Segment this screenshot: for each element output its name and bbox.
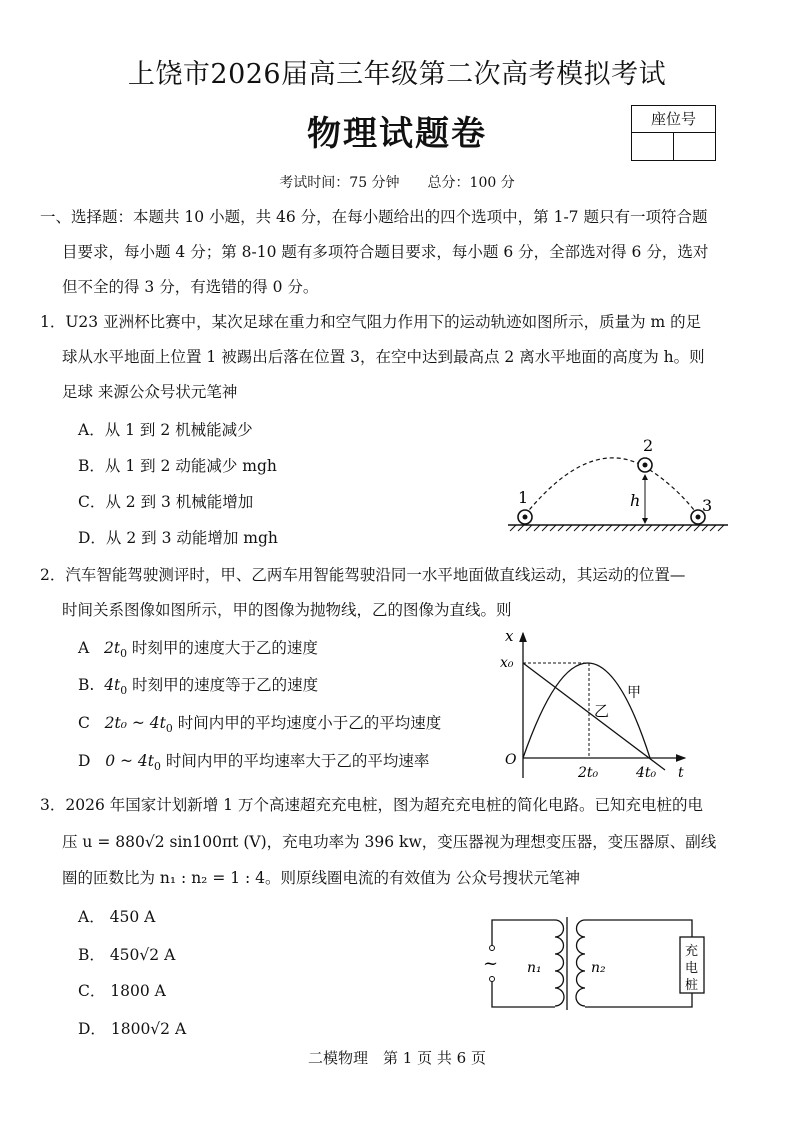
seat-number-box <box>631 105 716 161</box>
n1-label: n₁ <box>527 960 542 976</box>
position-label-3: 3 <box>702 496 713 515</box>
y-tick-x0: x₀ <box>500 655 514 671</box>
section-instructions-line: 目要求，每小题 4 分；第 8-10 题有多项符合题目要求，每小题 6 分，全部选对得 6 分，选对 <box>62 243 709 261</box>
section-instructions-line: 一、选择题：本题共 10 小题，共 46 分，在每小题给出的四个选项中，第 1-7 题只有一项符合题 <box>40 208 708 226</box>
secondary-coil <box>576 920 585 1006</box>
n2-label: n₂ <box>591 960 606 976</box>
ground-hatching <box>510 525 724 531</box>
seat-cell-2[interactable] <box>674 133 715 161</box>
position-label-2: 2 <box>643 436 654 455</box>
load-label-char: 电 <box>685 961 699 976</box>
question-1-option-c[interactable]: C．从 2 到 3 机械能增加 <box>78 493 254 511</box>
question-1-option-a[interactable]: A．从 1 到 2 机械能减少 <box>78 421 253 439</box>
height-label: h <box>630 491 641 510</box>
question-2-stem: 时间关系图像如图所示，甲的图像为抛物线，乙的图像为直线。则 <box>62 601 512 619</box>
section-instructions-line: 但不全的得 3 分，有选错的得 0 分。 <box>62 278 319 296</box>
question-2-option-d[interactable]: D 0 ~ $4t_0$ 时间内甲的平均速率大于乙的平均速率 <box>78 752 430 774</box>
ac-source-icon: ~ <box>483 953 499 974</box>
secondary-wire-top <box>585 920 692 937</box>
x-tick-4t0: 4t₀ <box>636 765 657 781</box>
load-label-char: 充 <box>685 944 699 959</box>
trajectory-path <box>525 458 698 515</box>
question-3-stem: 3．2026 年国家计划新增 1 万个高速超充充电桩，图为超充充电桩的简化电路。已知充电桩的电 <box>40 796 703 814</box>
question-3-stem: 压 u = 880√2 sin100πt (V)，充电功率为 396 kw，变压器视为理想变压器，变压器原、副线 <box>62 833 717 851</box>
x-axis-label: t <box>678 765 684 781</box>
position-label-1: 1 <box>518 488 529 507</box>
position-time-graph <box>490 625 690 785</box>
load-label-char: 桩 <box>685 978 699 993</box>
exam-info: 考试时间：75 分钟 总分：100 分 <box>279 175 515 191</box>
transformer-circuit-figure <box>475 905 720 1020</box>
y-axis-label: x <box>505 627 514 645</box>
secondary-wire-bottom <box>585 993 692 1007</box>
primary-coil <box>555 920 564 1006</box>
question-3-option-d[interactable]: D． 1800√2 A <box>78 1020 187 1038</box>
question-2-stem: 2．汽车智能驾驶测评时，甲、乙两车用智能驾驶沿同一水平地面做直线运动，其运动的位置— <box>40 566 686 584</box>
question-2-option-b[interactable]: B. $4t_0$ 时刻甲的速度等于乙的速度 <box>78 676 319 698</box>
seat-cell-1[interactable] <box>632 133 674 161</box>
paper-subtitle: 物理试题卷 <box>307 114 487 154</box>
terminal-icon <box>490 946 495 951</box>
question-2-option-a[interactable]: A $2t_0$ 时刻甲的速度大于乙的速度 <box>78 639 318 661</box>
primary-wire-bottom <box>492 976 555 1007</box>
x-tick-2t0: 2t₀ <box>578 765 599 781</box>
question-2-option-c[interactable]: C 2t₀ ~ $4t_0$ 时间内甲的平均速度小于乙的平均速度 <box>78 714 442 736</box>
primary-wire-top <box>492 920 555 951</box>
question-3-option-a[interactable]: A． 450 A <box>78 908 156 926</box>
question-3-option-b[interactable]: B． 450√2 A <box>78 946 176 964</box>
football-trajectory-figure <box>480 430 740 540</box>
exam-title: 上饶市2026届高三年级第二次高考模拟考试 <box>127 59 667 90</box>
question-3-option-c[interactable]: C． 1800 A <box>78 982 166 1000</box>
curve-label-jia: 甲 <box>627 685 641 701</box>
seat-number-label: 座位号 <box>632 106 715 133</box>
ball-icon <box>518 510 532 524</box>
question-1-option-d[interactable]: D．从 2 到 3 动能增加 mgh <box>78 529 278 547</box>
question-3-stem: 圈的匝数比为 n₁ : n₂ = 1 : 4。则原线圈电流的有效值为 公众号搜状元笔神 <box>62 869 580 887</box>
origin-label: O <box>505 752 517 768</box>
question-1-option-b[interactable]: B．从 1 到 2 动能减少 mgh <box>78 457 277 475</box>
question-1-stem: 足球 来源公众号状元笔神 <box>62 383 238 401</box>
line-label-yi: 乙 <box>594 702 610 720</box>
question-1-stem: 球从水平地面上位置 1 被踢出后落在位置 3，在空中达到最高点 2 离水平地面的高度为 h。则 <box>62 348 705 366</box>
page-footer: 二模物理 第 1 页 共 6 页 <box>308 1049 486 1067</box>
terminal-icon <box>490 977 495 982</box>
ball-icon <box>638 458 652 472</box>
question-1-stem: 1．U23 亚洲杯比赛中，某次足球在重力和空气阻力作用下的运动轨迹如图所示，质量为 m 的足 <box>40 313 702 331</box>
